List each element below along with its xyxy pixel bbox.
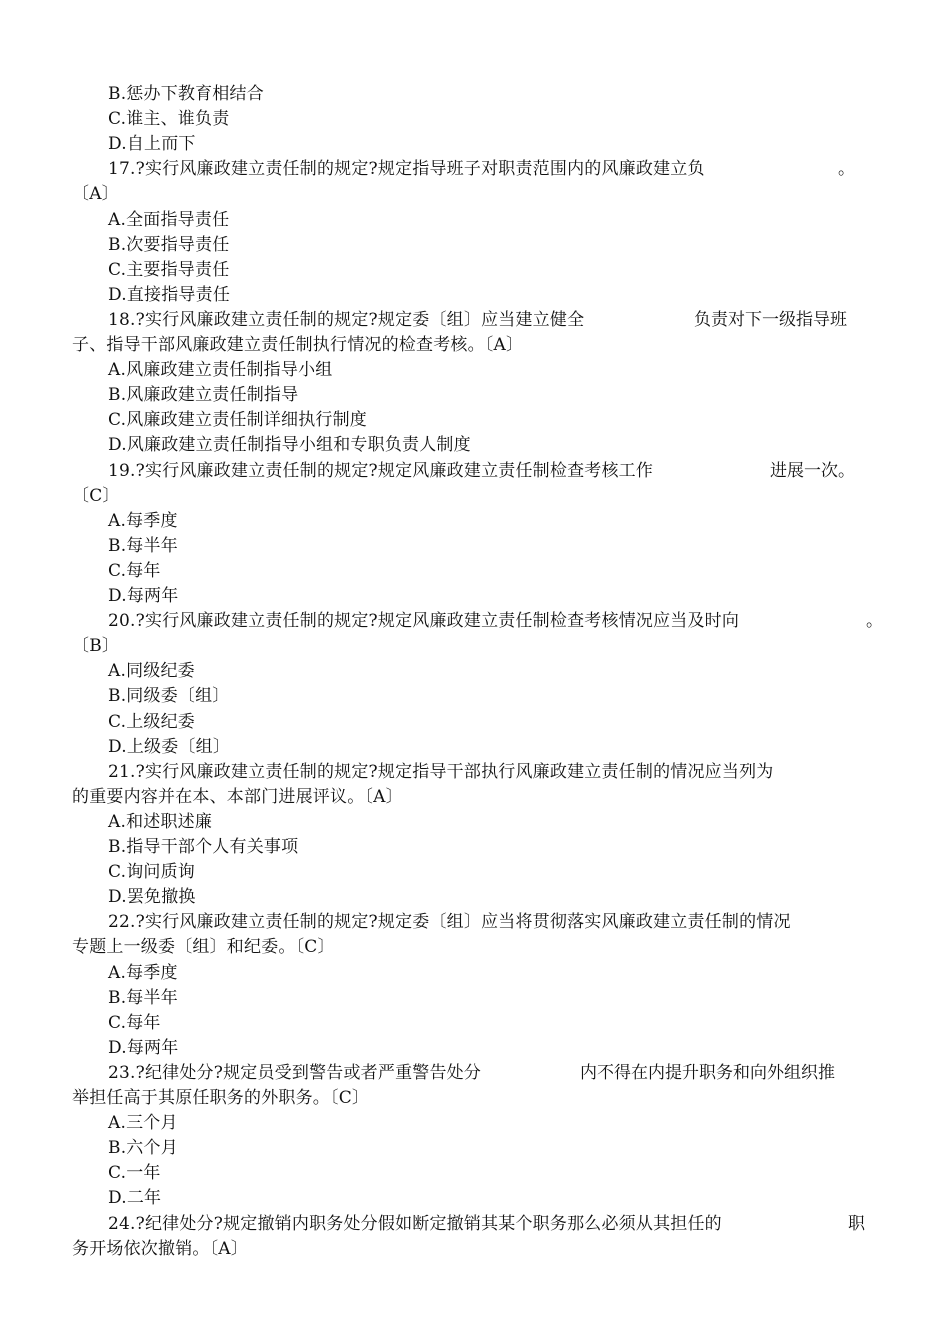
answer-option: B.指导干部个人有关事项 <box>108 837 299 857</box>
answer-option: A.每季度 <box>108 510 178 531</box>
question-continuation: 务开场依次撤销。〔A〕 <box>72 1238 248 1259</box>
answer-option: C.上级纪委 <box>108 711 196 732</box>
answer-option: A.全面指导责任 <box>108 209 230 230</box>
question-continuation: 〔C〕 <box>72 485 120 506</box>
answer-option: B.每半年 <box>108 987 178 1008</box>
answer-option: C.每年 <box>108 1012 161 1033</box>
answer-option: B.次要指导责任 <box>108 234 230 255</box>
question-text-tail: 。 <box>838 159 855 180</box>
answer-option: D.每两年 <box>108 1037 179 1058</box>
answer-option: B.每半年 <box>108 535 178 556</box>
answer-option: B.六个月 <box>108 1138 178 1159</box>
question-text: 21.?实行风廉政建立责任制的规定?规定指导干部执行风廉政建立责任制的情况应当列为 <box>108 761 774 782</box>
question-text: 18.?实行风廉政建立责任制的规定?规定委〔组〕应当建立健全 <box>108 309 585 330</box>
answer-option: D.自上而下 <box>108 134 196 155</box>
question-text-tail: 负责对下一级指导班 <box>694 309 847 330</box>
answer-option: C.谁主、谁负责 <box>108 109 230 130</box>
question-text: 22.?实行风廉政建立责任制的规定?规定委〔组〕应当将贯彻落实风廉政建立责任制的情况 <box>108 912 791 933</box>
answer-option: A.同级纪委 <box>108 661 195 682</box>
answer-option: C.每年 <box>108 560 161 581</box>
question-continuation: 〔B〕 <box>72 636 120 657</box>
answer-option: C.一年 <box>108 1163 161 1184</box>
answer-option: D.风廉政建立责任制指导小组和专职负责人制度 <box>108 435 471 456</box>
question-text-tail: 职 <box>848 1213 865 1234</box>
answer-option: A.三个月 <box>108 1113 178 1134</box>
question-text: 19.?实行风廉政建立责任制的规定?规定风廉政建立责任制检查考核工作 <box>108 460 654 481</box>
question-continuation: 子、指导干部风廉政建立责任制执行情况的检查考核。〔A〕 <box>72 335 524 355</box>
question-text: 24.?纪律处分?规定撤销内职务处分假如断定撤销其某个职务那么必须从其担任的 <box>108 1213 722 1234</box>
answer-option: B.风廉政建立责任制指导 <box>108 385 299 406</box>
answer-option: D.上级委〔组〕 <box>108 736 231 757</box>
question-text-tail: 。 <box>866 611 883 632</box>
question-text: 17.?实行风廉政建立责任制的规定?规定指导班子对职责范围内的风廉政建立负 <box>108 159 705 180</box>
question-text: 23.?纪律处分?规定员受到警告或者严重警告处分 <box>108 1062 482 1083</box>
answer-option: D.每两年 <box>108 586 179 606</box>
answer-option: A.和述职述廉 <box>108 811 213 832</box>
question-continuation: 举担任高于其原任职务的外职务。〔C〕 <box>72 1088 370 1108</box>
answer-option: A.每季度 <box>108 962 178 983</box>
question-text-tail: 进展一次。 <box>770 460 855 481</box>
question-continuation: 的重要内容并在本、本部门进展评议。〔A〕 <box>72 786 403 807</box>
question-continuation: 专题上一级委〔组〕和纪委。〔C〕 <box>72 937 335 958</box>
question-text: 20.?实行风廉政建立责任制的规定?规定风廉政建立责任制检查考核情况应当及时向 <box>108 611 740 632</box>
question-continuation: 〔A〕 <box>72 184 119 205</box>
answer-option: B.同级委〔组〕 <box>108 686 230 707</box>
answer-option: C.主要指导责任 <box>108 259 230 280</box>
answer-option: C.风廉政建立责任制详细执行制度 <box>108 410 368 431</box>
question-text-tail: 内不得在内提升职务和向外组织推 <box>580 1062 835 1083</box>
answer-option: C.询问质询 <box>108 862 196 883</box>
answer-option: B.惩办下教育相结合 <box>108 84 264 104</box>
answer-option: D.二年 <box>108 1188 162 1209</box>
answer-option: D.直接指导责任 <box>108 284 231 305</box>
answer-option: A.风廉政建立责任制指导小组 <box>108 360 333 381</box>
answer-option: D.罢免撤换 <box>108 887 196 908</box>
